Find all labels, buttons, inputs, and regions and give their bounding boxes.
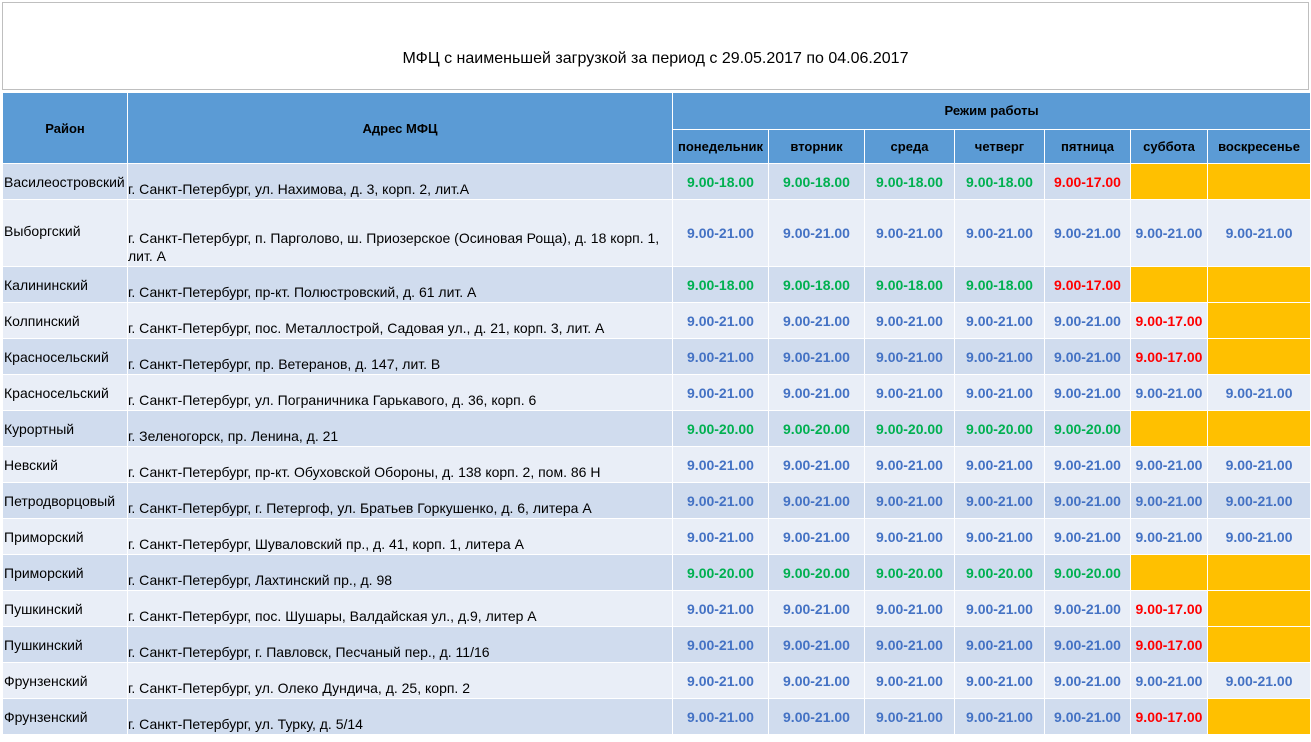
district-cell: Выборгский [3,200,128,267]
district-cell: Приморский [3,555,128,591]
hours-cell: 9.00-18.00 [673,164,769,200]
hours-cell: 9.00-21.00 [865,200,955,267]
table-row [3,411,1311,447]
hours-cell: 9.00-21.00 [1045,483,1131,519]
hours-cell: 9.00-21.00 [865,303,955,339]
header-day-friday: пятница [1045,129,1131,164]
page-title: МФЦ с наименьшей загрузкой за период с 29.05.2017 по 04.06.2017 [402,50,909,67]
hours-cell: 9.00-21.00 [673,303,769,339]
district-cell: Василеостровский [3,164,128,200]
hours-cell: 9.00-21.00 [865,447,955,483]
hours-cell: 9.00-21.00 [1045,200,1131,267]
closed-day-cell [1131,267,1208,303]
district-cell: Пушкинский [3,591,128,627]
hours-cell: 9.00-17.00 [1131,339,1208,375]
closed-day-cell [1208,591,1311,627]
table-row [3,591,1311,627]
hours-cell: 9.00-17.00 [1045,164,1131,200]
closed-day-cell [1208,267,1311,303]
district-cell: Красносельский [3,339,128,375]
title-box [2,2,1309,90]
hours-cell: 9.00-21.00 [1045,303,1131,339]
table-row [3,267,1311,303]
address-cell: г. Санкт-Петербург, пос. Шушары, Валдайская ул., д.9, литер А [128,591,673,627]
closed-day-cell [1208,555,1311,591]
closed-day-cell [1208,339,1311,375]
hours-cell: 9.00-21.00 [865,663,955,699]
header-day-thursday: четверг [955,129,1045,164]
hours-cell: 9.00-21.00 [955,483,1045,519]
hours-cell: 9.00-21.00 [865,519,955,555]
hours-cell: 9.00-21.00 [1131,483,1208,519]
hours-cell: 9.00-21.00 [1045,375,1131,411]
address-cell: г. Санкт-Петербург, ул. Турку, д. 5/14 [128,699,673,735]
hours-cell: 9.00-21.00 [1045,699,1131,735]
hours-cell: 9.00-21.00 [673,200,769,267]
hours-cell: 9.00-20.00 [673,555,769,591]
hours-cell: 9.00-21.00 [955,699,1045,735]
hours-cell: 9.00-20.00 [769,411,865,447]
hours-cell: 9.00-21.00 [955,663,1045,699]
table-row [3,375,1311,411]
hours-cell: 9.00-17.00 [1045,267,1131,303]
hours-cell: 9.00-21.00 [1208,519,1311,555]
hours-cell: 9.00-21.00 [673,663,769,699]
address-cell: г. Санкт-Петербург, п. Парголово, ш. Приозерское (Осиновая Роща), д. 18 корп. 1, лит. А [128,200,673,267]
hours-cell: 9.00-17.00 [1131,627,1208,663]
schedule-table [2,92,1311,735]
header-work-mode: Режим работы [673,93,1311,130]
hours-cell: 9.00-20.00 [865,411,955,447]
hours-cell: 9.00-17.00 [1131,591,1208,627]
district-cell: Фрунзенский [3,699,128,735]
hours-cell: 9.00-21.00 [1045,591,1131,627]
address-cell: г. Санкт-Петербург, Лахтинский пр., д. 98 [128,555,673,591]
district-cell: Приморский [3,519,128,555]
address-cell: г. Санкт-Петербург, г. Петергоф, ул. Братьев Горкушенко, д. 6, литера А [128,483,673,519]
closed-day-cell [1131,411,1208,447]
closed-day-cell [1131,555,1208,591]
hours-cell: 9.00-21.00 [1208,375,1311,411]
hours-cell: 9.00-21.00 [769,200,865,267]
district-cell: Фрунзенский [3,663,128,699]
hours-cell: 9.00-20.00 [1045,411,1131,447]
hours-cell: 9.00-21.00 [1131,375,1208,411]
hours-cell: 9.00-18.00 [673,267,769,303]
hours-cell: 9.00-21.00 [1045,447,1131,483]
table-row [3,555,1311,591]
header-day-saturday: суббота [1131,129,1208,164]
address-cell: г. Санкт-Петербург, пр. Ветеранов, д. 147, лит. В [128,339,673,375]
table-row [3,627,1311,663]
hours-cell: 9.00-21.00 [1045,663,1131,699]
hours-cell: 9.00-21.00 [955,303,1045,339]
hours-cell: 9.00-21.00 [1045,519,1131,555]
table-header [3,93,1311,164]
hours-cell: 9.00-20.00 [1045,555,1131,591]
district-cell: Петродворцовый [3,483,128,519]
table-row [3,164,1311,200]
hours-cell: 9.00-21.00 [673,375,769,411]
closed-day-cell [1208,411,1311,447]
hours-cell: 9.00-17.00 [1131,699,1208,735]
header-address: Адрес МФЦ [128,93,673,164]
hours-cell: 9.00-21.00 [1045,627,1131,663]
hours-cell: 9.00-21.00 [1208,663,1311,699]
hours-cell: 9.00-21.00 [769,447,865,483]
district-cell: Красносельский [3,375,128,411]
header-day-wednesday: среда [865,129,955,164]
hours-cell: 9.00-21.00 [1208,483,1311,519]
hours-cell: 9.00-21.00 [865,627,955,663]
hours-cell: 9.00-21.00 [673,699,769,735]
address-cell: г. Санкт-Петербург, ул. Нахимова, д. 3, корп. 2, лит.А [128,164,673,200]
hours-cell: 9.00-21.00 [955,519,1045,555]
header-day-sunday: воскресенье [1208,129,1311,164]
district-cell: Невский [3,447,128,483]
hours-cell: 9.00-21.00 [1045,339,1131,375]
district-cell: Калининский [3,267,128,303]
hours-cell: 9.00-18.00 [865,164,955,200]
table-row [3,699,1311,735]
closed-day-cell [1208,627,1311,663]
hours-cell: 9.00-21.00 [673,483,769,519]
table-row [3,339,1311,375]
hours-cell: 9.00-21.00 [865,339,955,375]
hours-cell: 9.00-21.00 [769,591,865,627]
address-cell: г. Санкт-Петербург, пр-кт. Обуховской Обороны, д. 138 корп. 2, пом. 86 Н [128,447,673,483]
hours-cell: 9.00-18.00 [865,267,955,303]
address-cell: г. Санкт-Петербург, пр-кт. Полюстровский, д. 61 лит. А [128,267,673,303]
closed-day-cell [1131,164,1208,200]
hours-cell: 9.00-21.00 [1131,200,1208,267]
table-row [3,303,1311,339]
hours-cell: 9.00-21.00 [865,699,955,735]
hours-cell: 9.00-21.00 [769,375,865,411]
hours-cell: 9.00-21.00 [769,627,865,663]
hours-cell: 9.00-21.00 [1131,663,1208,699]
hours-cell: 9.00-21.00 [1208,200,1311,267]
district-cell: Колпинский [3,303,128,339]
hours-cell: 9.00-20.00 [769,555,865,591]
address-cell: г. Зеленогорск, пр. Ленина, д. 21 [128,411,673,447]
closed-day-cell [1208,303,1311,339]
table-row [3,483,1311,519]
hours-cell: 9.00-21.00 [769,339,865,375]
hours-cell: 9.00-21.00 [769,663,865,699]
hours-cell: 9.00-21.00 [865,483,955,519]
hours-cell: 9.00-20.00 [955,555,1045,591]
hours-cell: 9.00-21.00 [769,483,865,519]
header-district: Район [3,93,128,164]
hours-cell: 9.00-18.00 [769,164,865,200]
hours-cell: 9.00-18.00 [955,164,1045,200]
closed-day-cell [1208,164,1311,200]
hours-cell: 9.00-21.00 [769,519,865,555]
hours-cell: 9.00-21.00 [955,200,1045,267]
hours-cell: 9.00-21.00 [1208,447,1311,483]
closed-day-cell [1208,699,1311,735]
hours-cell: 9.00-17.00 [1131,303,1208,339]
hours-cell: 9.00-21.00 [1131,519,1208,555]
address-cell: г. Санкт-Петербург, пос. Металлострой, Садовая ул., д. 21, корп. 3, лит. А [128,303,673,339]
hours-cell: 9.00-21.00 [955,339,1045,375]
table-row [3,519,1311,555]
hours-cell: 9.00-21.00 [673,627,769,663]
table-row [3,447,1311,483]
hours-cell: 9.00-21.00 [865,375,955,411]
hours-cell: 9.00-20.00 [865,555,955,591]
hours-cell: 9.00-21.00 [769,699,865,735]
hours-cell: 9.00-21.00 [673,519,769,555]
hours-cell: 9.00-21.00 [673,591,769,627]
hours-cell: 9.00-21.00 [673,447,769,483]
header-day-monday: понедельник [673,129,769,164]
table-row [3,200,1311,267]
address-cell: г. Санкт-Петербург, ул. Олеко Дундича, д. 25, корп. 2 [128,663,673,699]
hours-cell: 9.00-18.00 [769,267,865,303]
hours-cell: 9.00-21.00 [769,303,865,339]
hours-cell: 9.00-21.00 [955,591,1045,627]
district-cell: Курортный [3,411,128,447]
table-body [3,164,1311,735]
hours-cell: 9.00-21.00 [1131,447,1208,483]
hours-cell: 9.00-20.00 [955,411,1045,447]
hours-cell: 9.00-21.00 [955,627,1045,663]
table-row [3,663,1311,699]
address-cell: г. Санкт-Петербург, ул. Пограничника Гарькавого, д. 36, корп. 6 [128,375,673,411]
hours-cell: 9.00-21.00 [865,591,955,627]
hours-cell: 9.00-20.00 [673,411,769,447]
hours-cell: 9.00-21.00 [955,375,1045,411]
hours-cell: 9.00-21.00 [673,339,769,375]
hours-cell: 9.00-21.00 [955,447,1045,483]
header-day-tuesday: вторник [769,129,865,164]
address-cell: г. Санкт-Петербург, Шуваловский пр., д. 41, корп. 1, литера А [128,519,673,555]
address-cell: г. Санкт-Петербург, г. Павловск, Песчаный пер., д. 11/16 [128,627,673,663]
district-cell: Пушкинский [3,627,128,663]
hours-cell: 9.00-18.00 [955,267,1045,303]
